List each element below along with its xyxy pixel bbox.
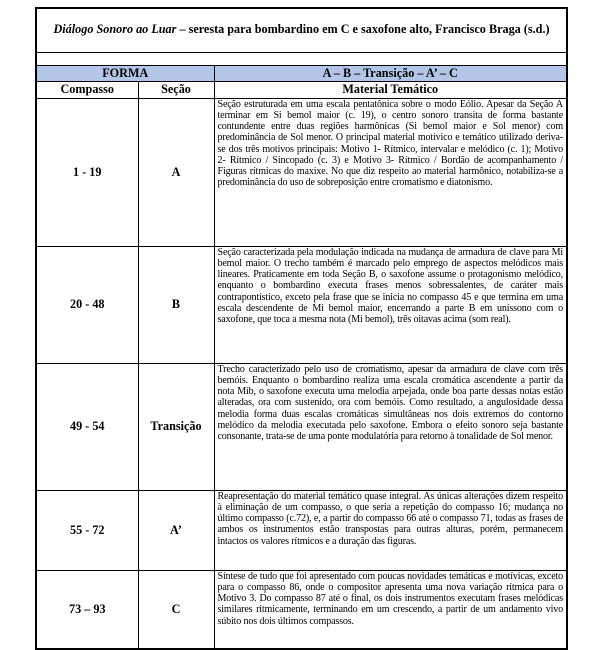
row-secao: A [138,98,214,246]
row-secao: Transição [138,363,214,490]
column-header-material: Material Temático [214,81,567,98]
form-table-container [35,7,566,650]
row-compasso: 73 – 93 [36,570,138,649]
form-header-row [36,65,567,81]
title-work-name: Diálogo Sonoro ao Luar [53,21,177,36]
table-row [36,98,567,246]
row-compasso: 49 - 54 [36,363,138,490]
table-title [36,8,567,52]
table-row [36,246,567,363]
column-header-compasso: Compasso [36,81,138,98]
row-material: Seção estruturada em uma escala pentatônica sobre o modo Eólio. Apesar da Seção A terminar em Si bemol maior (c. 19), o centro sonoro transita de forma bastante contundente entre duas regiões harmônicas (Si bemol maior e Sol menor) com predominância de Sol menor. O principal material motívico e temático utilizado deriva-se dos três motivos principais: Motivo 1- Rítmico, intervalar e melódico (c. 1); Motivo 2- Rítmico / Sincopado (c. 3) e Motivo 3- Rítmico / Bordão de acompanhamento / Figuras rítmicas do maxixe. No que diz respeito ao material harmônico, notabiliza-se a predominância do uso de sobreposição entre cromatismo e diatonismo. [214,98,567,246]
row-material: Trecho caracterizado pelo uso de cromatismo, apesar da armadura de clave com três bemóis. Enquanto o bombardino realiza uma escala cromática ascendente a partir da nota Mib, o saxofone executa uma melodia arpejada, onde boa parte dessas notas estão alteradas, ora com sustenido, ora com bemóis. Como resultado, a angulosidade dessa melodia forma duas escalas cromáticas simultâneas nos dois extremos do contorno melódico da melodia executada pelo saxofone. Embora o efeito sonoro seja bastante consonante, trata-se de uma ponte modulatória para retorno à tonalidade de Sol menor. [214,363,567,490]
title-description: – seresta para bombardino em C e saxofone alto, Francisco Braga (s.d.) [176,21,550,36]
row-compasso: 1 - 19 [36,98,138,246]
column-header-secao: Seção [138,81,214,98]
row-secao: B [138,246,214,363]
row-secao: C [138,570,214,649]
table-row [36,363,567,490]
row-compasso: 20 - 48 [36,246,138,363]
table-row [36,490,567,570]
row-material: Síntese de tudo que foi apresentado com poucas novidades temáticas e motívicas, exceto para o compasso 86, onde o compositor apresenta uma nova variação rítmica para o Motivo 3. Do compasso 87 até o final, os dois instrumentos executam frases melódicas similares ritmicamente, terminando em um crescendo, a partir de um andamento vivo súbito nos dois últimos compassos. [214,570,567,649]
forma-value: A – B – Transição – A’ – C [214,65,567,81]
spacer-row [36,52,567,65]
row-material: Reapresentação do material temático quase integral. As únicas alterações dizem respeito à eliminação de um compasso, o que seria a repetição do compasso 16; mudança no último compasso (c.72), e, a partir do compasso 66 até o compasso 71, todas as frases de ambos os instrumentos estão transpostas para outras alturas, porém, permanecem intactos os valores rítmicos e a duração das figuras. [214,490,567,570]
row-secao: A’ [138,490,214,570]
column-header-row [36,81,567,98]
form-table [35,7,568,650]
table-row [36,570,567,649]
row-material: Seção caracterizada pela modulação indicada na mudança de armadura de clave para Mi bemol maior. O trecho também é marcado pelo emprego de aspectos melódicos mais lineares. Praticamente em toda Seção B, o saxofone assume o protagonismo melódico, enquanto o bombardino executa frases menos sobressalentes, de caráter mais contrapontístico, exceto pela frase que se inicia no compasso 45 e que termina em uma escala descendente de Mi bemol maior, encerrando a parte B em uníssono com o saxofone, que toca a mesma nota (Mi bemol), três oitavas acima (som real). [214,246,567,363]
forma-label: FORMA [36,65,214,81]
row-compasso: 55 - 72 [36,490,138,570]
